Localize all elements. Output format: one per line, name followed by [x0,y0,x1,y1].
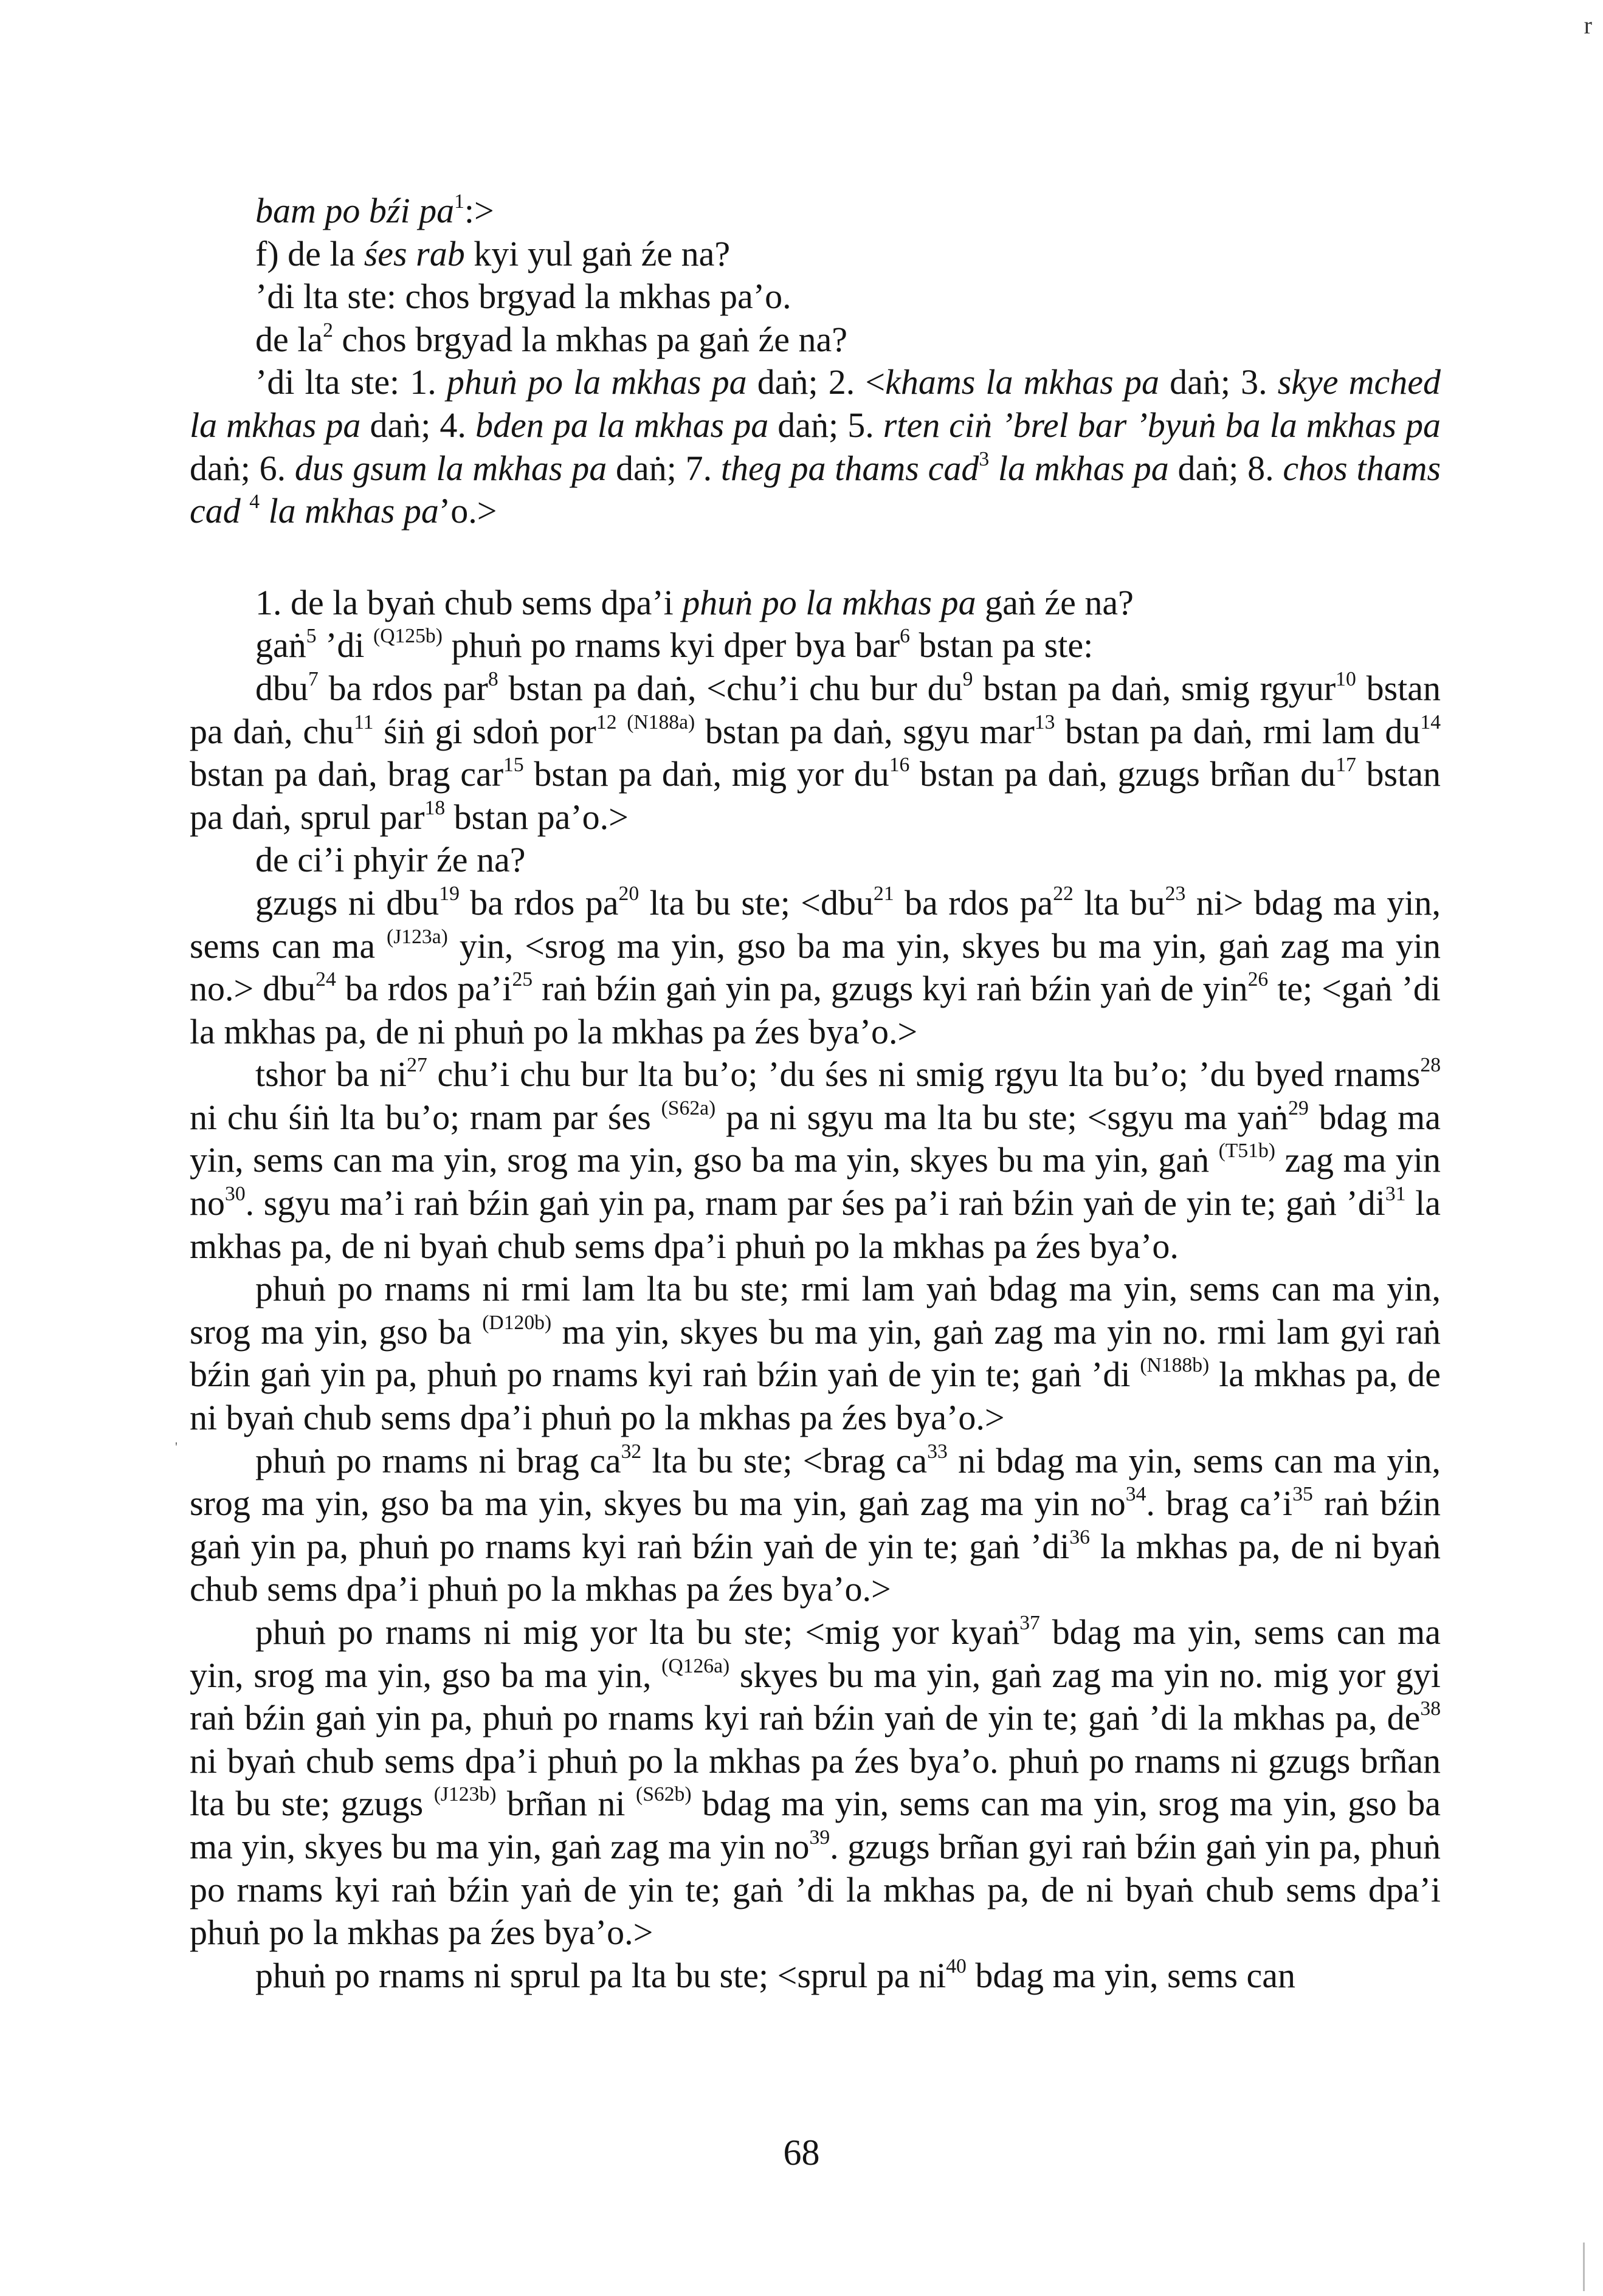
paragraph: phuṅ po rnams ni sprul pa lta bu ste; <sprul pa $ni^{40}$ bdag ma yin, sems can [255,1954,1296,1995]
paragraph: f) de la śes rab kyi yul gaṅ źe na? [255,233,731,273]
margin-dot: ' [175,1439,178,1454]
paragraph: ’di lta ste: 1. phuṅ po la mkhas pa daṅ; 2. <khams la mkhas pa daṅ; 3. skye mched la mkhas pa daṅ; 4. bden pa la mkhas pa daṅ; 5. rten ciṅ ’brel bar ’byuṅ ba la mkhas pa daṅ; 6. dus gsum la mkhas pa daṅ; 7. theg pa thams cad$^3$ la mkhas pa daṅ; 8. chos thams cad $^4$ la mkhas pa’o.> [190,362,1441,531]
paragraph: phuṅ po rnams ni mig yor lta bu ste; <mig yor kyaṅ$^{37}$ bdag ma yin, sems can ma yin, srog ma yin, gso ba ma yin, $^{(Q126a)}$ skyes bu ma yin, gaṅ zag ma yin no. mig yor gyi raṅ bźin gaṅ yin pa, phuṅ po rnams kyi raṅ bźin yaṅ de yin te; gaṅ ’di la mkhas pa, $de^{38}$ ni byaṅ chub sems dpa’i phuṅ po la mkhas pa źes bya’o. phuṅ po rnams ni gzugs brñan lta bu ste; gzugs $^{(J123b)}$ brñan ni $^{(S62b)}$ bdag ma yin, sems can ma yin, srog ma yin, gso ba ma yin, skyes bu ma yin, gaṅ zag ma yin $no^{39}$. gzugs brñan gyi raṅ bźin gaṅ yin pa, phuṅ po rnams kyi raṅ bźin yaṅ de yin te; gaṅ ’di la mkhas pa, de ni byaṅ chub sems dpa’i phuṅ po la mkhas pa źes bya’o.> [190,1611,1441,1953]
paragraph: phuṅ po rnams ni rmi lam lta bu ste; rmi lam yaṅ bdag ma yin, sems can ma yin, srog ma yin, gso ba $^{(D120b)}$ ma yin, skyes bu ma yin, gaṅ zag ma yin no. rmi lam gyi raṅ bźin gaṅ yin pa, phuṅ po rnams kyi raṅ bźin yaṅ de yin te; gaṅ ’di $^{(N188b)}$ la mkhas pa, de ni byaṅ chub sems dpa’i phuṅ po la mkhas pa źes bya’o.> [190,1269,1441,1438]
paragraph: bam po bźi $pa^1:>$ [255,190,494,230]
paragraph: gzugs ni dbu$^{19}$ ba rdos $pa^{20}$ lta bu ste; <dbu$^{21}$ ba rdos $pa^{22}$ lta $bu^{23}$ ni> bdag ma yin, sems can ma $^{(J123a)}$ yin, <srog ma yin, gso ba ma yin, skyes bu ma yin, gaṅ zag ma yin no.> dbu$^{24}$ ba rdos $pa’i^{25}$ raṅ bźin gaṅ yin pa, gzugs kyi raṅ bźin yaṅ de yin$^{26}$ te; <gaṅ ’di la mkhas pa, de ni phuṅ po la mkhas pa źes bya’o.> [190,882,1441,1051]
paragraph: de $la^2$ chos brgyad la mkhas pa gaṅ źe na? [255,318,847,359]
paragraph: tshor ba $ni^{27}$ chu’i chu bur lta bu’o; ’du śes ni smig rgyu lta bu’o; ’du byed rnams$^{28}$ ni chu śiṅ lta bu’o; rnam par śes $^{(S62a)}$ pa ni sgyu ma lta bu ste; <sgyu ma yaṅ$^{29}$ bdag ma yin, sems can ma yin, srog ma yin, gso ba ma yin, skyes bu ma yin, gaṅ $^{(T51b)}$ zag ma yin $no^{30}$. sgyu ma’i raṅ bźin gaṅ yin pa, rnam par śes pa’i raṅ bźin yaṅ de yin te; gaṅ $’di^{31}$ la mkhas pa, de ni byaṅ chub sems dpa’i phuṅ po la mkhas pa źes bya’o. [190,1054,1441,1266]
paragraph-gap [190,533,1441,582]
page-number: 68 [783,2133,820,2173]
page-edge-mark [1583,2243,1585,2291]
paragraph: dbu$^7$ ba rdos par$^8$ bstan pa daṅ, <chu’i chu bur $du^9$ bstan pa daṅ, smig rgyur$^{10}$ bstan pa daṅ, chu$^{11}$ śiṅ gi sdoṅ por$^{12}$ $^{(N188a)}$ bstan pa daṅ, sgyu mar$^{13}$ bstan pa daṅ, rmi lam $du^{14}$ bstan pa daṅ, brag car$^{15}$ bstan pa daṅ, mig yor $du^{16}$ bstan pa daṅ, gzugs brñan $du^{17}$ bstan pa daṅ, sprul par$^{18}$ bstan pa’o.> [190,667,1441,837]
paragraph: ’di lta ste: chos brgyad la mkhas pa’o. [255,277,791,317]
document-body [190,190,1441,1997]
paragraph: 1. de la byaṅ chub sems dpa’i phuṅ po la mkhas pa gaṅ źe na? [255,582,1134,622]
paragraph: gaṅ$^5$ ’di $^{(Q125b)}$ phuṅ po rnams kyi dper bya bar$^6$ bstan pa ste: [255,625,1094,665]
corner-mark: r [1584,12,1592,39]
paragraph: phuṅ po rnams ni brag $ca^{32}$ lta bu ste; <brag $ca^{33}$ ni bdag ma yin, sems can ma yin, srog ma yin, gso ba ma yin, skyes bu ma yin, gaṅ zag ma yin $no^{34}$. brag $ca’i^{35}$ raṅ bźin gaṅ yin pa, phuṅ po rnams kyi raṅ bźin yaṅ de yin te; gaṅ $’di^{36}$ la mkhas pa, de ni byaṅ chub sems dpa’i phuṅ po la mkhas pa źes bya’o.> [190,1440,1441,1609]
paragraph: de ci’i phyir źe na? [255,840,526,880]
